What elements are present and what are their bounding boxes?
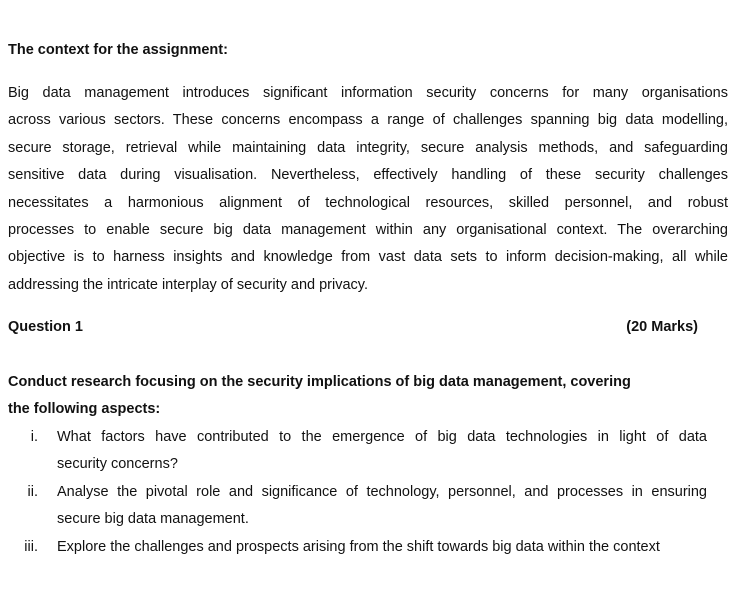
paragraph-line: secure storage, retrieval while maintaining data integrity, secure analysis methods, and safeguarding [8,139,728,156]
list-item-line: Explore the challenges and prospects arising from the shift towards big data within the context [57,539,660,555]
intro-line: the following aspects: [8,401,161,417]
list-item-line: security concerns? [57,456,178,472]
list-item-number: ii. [27,484,38,500]
list-item [8,479,728,534]
list-item-number: i. [30,429,38,445]
question-intro [8,369,698,423]
paragraph-line: objective is to harness insights and knowledge from vast data sets to inform decision-making, all while [8,249,728,266]
document-page [8,0,728,558]
list-item-text [57,424,707,478]
list-item-text [57,479,707,533]
question-marks: (20 Marks) [626,319,698,335]
list-item [8,534,728,589]
paragraph-line: necessitates a harmonious alignment of technological resources, skilled personnel, and robust [8,194,728,211]
context-heading: The context for the assignment: [8,42,228,58]
paragraph-line: across various sectors. These concerns encompass a range of challenges spanning big data modelling, [8,112,728,129]
aspects-list [8,424,728,589]
list-item [8,424,728,479]
paragraph-line: sensitive data during visualisation. Nevertheless, effectively handling of these security challenges [8,167,728,184]
list-item-line: What factors have contributed to the emergence of big data technologies in light of data [57,429,707,445]
list-item-text [57,534,707,561]
list-item-number: iii. [24,539,38,555]
list-item-line: secure big data management. [57,511,249,527]
intro-line: Conduct research focusing on the security implications of big data management, covering [8,374,631,390]
list-item-line: Analyse the pivotal role and significance of technology, personnel, and processes in ensuring [57,484,707,500]
paragraph-line: processes to enable secure big data management within any organisational context. The overarching [8,221,728,238]
question-title: Question 1 [8,319,83,335]
paragraph-line: addressing the intricate interplay of security and privacy. [8,276,368,293]
paragraph-line: Big data management introduces significant information security concerns for many organisations [8,85,728,101]
context-paragraph [8,80,728,299]
